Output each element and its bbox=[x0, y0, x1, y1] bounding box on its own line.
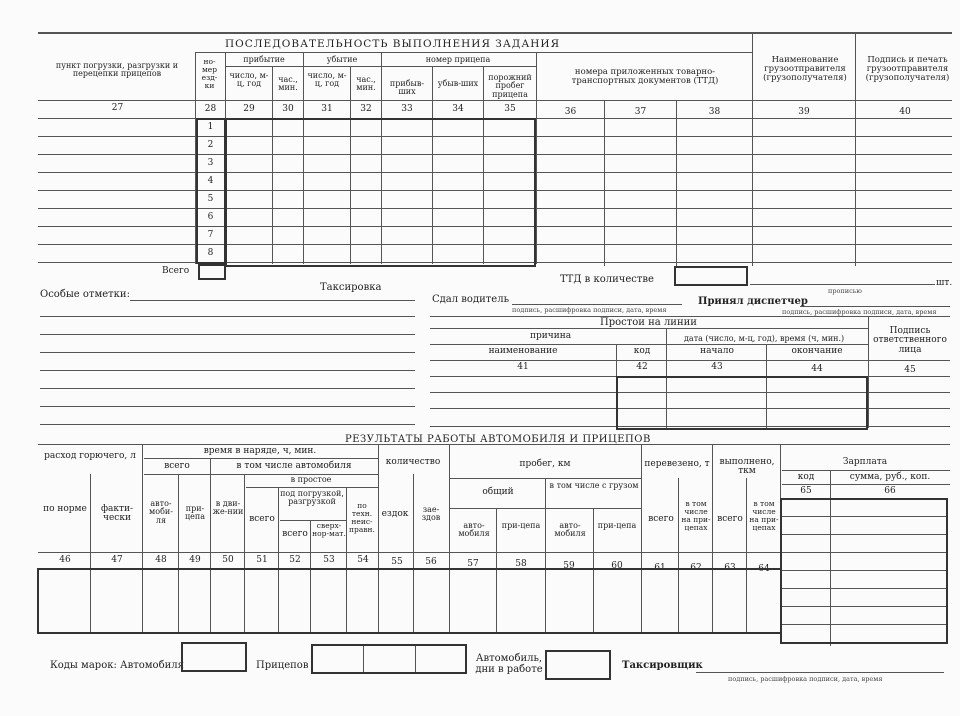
line bbox=[363, 646, 364, 672]
results-title: РЕЗУЛЬТАТЫ РАБОТЫ АВТОМОБИЛЯ И ПРИЦЕПОВ bbox=[345, 434, 651, 445]
col-number: 56 bbox=[425, 557, 437, 567]
line bbox=[450, 478, 642, 479]
col-number: 39 bbox=[798, 107, 810, 117]
carried-trailers-header: в том числе на при-цепах bbox=[681, 499, 711, 532]
col-number: 35 bbox=[504, 104, 516, 114]
common-auto-header: авто-мобиля bbox=[458, 521, 490, 539]
col-number: 54 bbox=[357, 555, 369, 565]
header-trailer-number: номер прицепа bbox=[425, 55, 491, 64]
line bbox=[782, 624, 946, 625]
line bbox=[604, 100, 605, 266]
cargo-trailer-header: при-цепа bbox=[597, 521, 637, 530]
col-number: 33 bbox=[401, 104, 413, 114]
ride-number-box bbox=[196, 118, 226, 264]
driver-label: Сдал водитель bbox=[432, 294, 510, 305]
moving-header: в дви-же-нии bbox=[212, 499, 244, 517]
propisyu-note: прописью bbox=[828, 287, 862, 295]
taxer-note: подпись, расшифровка подписи, дата, время bbox=[728, 675, 883, 683]
trailers-label: Прицепов bbox=[256, 660, 309, 671]
header-arrival-date: число, м-ц, год bbox=[229, 71, 269, 89]
col-number: 66 bbox=[884, 486, 896, 496]
col-number: 29 bbox=[243, 104, 255, 114]
time-trailer-header: при-цепа bbox=[185, 504, 205, 522]
col-number: 51 bbox=[256, 555, 268, 565]
line bbox=[430, 328, 868, 329]
salary-data-box[interactable] bbox=[780, 498, 948, 644]
done-header: выполнено, ткм bbox=[719, 457, 775, 477]
col-number: 30 bbox=[282, 104, 294, 114]
cargo-auto-header: авто-мобиля bbox=[554, 521, 586, 539]
taxer-label: Таксировщик bbox=[622, 660, 703, 671]
start-header: начало bbox=[700, 346, 734, 356]
col-number: 55 bbox=[391, 557, 403, 567]
idle-time-header: в простое bbox=[290, 475, 332, 484]
col-number: 59 bbox=[563, 561, 575, 571]
line bbox=[40, 406, 415, 407]
col-number: 60 bbox=[611, 561, 623, 571]
col-number: 44 bbox=[811, 364, 823, 374]
special-marks-label: Особые отметки: bbox=[40, 289, 130, 300]
col-number: 41 bbox=[517, 362, 529, 372]
line bbox=[144, 474, 378, 475]
col-number: 28 bbox=[204, 104, 217, 114]
sec1-title: ПОСЛЕДОВАТЕЛЬНОСТЬ ВЫПОЛНЕНИЯ ЗАДАНИЯ bbox=[225, 38, 561, 50]
line bbox=[782, 470, 950, 471]
responsible-header: Подпись ответственного лица bbox=[873, 326, 947, 355]
col-number: 61 bbox=[654, 563, 666, 573]
mileage-header: пробег, км bbox=[519, 459, 571, 469]
ttd-quantity-box[interactable] bbox=[674, 266, 748, 286]
rides-header: ездок bbox=[381, 509, 409, 519]
over-norm-header: сверх-нор-мат. bbox=[312, 521, 346, 538]
line bbox=[40, 424, 415, 425]
col-number: 65 bbox=[800, 486, 812, 496]
col-number: 37 bbox=[634, 107, 647, 117]
col-number: 42 bbox=[636, 362, 648, 372]
header-arrived: прибыв-ших bbox=[389, 79, 425, 97]
header-departure: убытие bbox=[326, 55, 358, 64]
ride-number: 2 bbox=[207, 140, 214, 150]
col-number: 34 bbox=[452, 104, 464, 114]
name-header: наименование bbox=[488, 346, 558, 356]
total-box[interactable] bbox=[198, 264, 226, 280]
sht-label: шт. bbox=[936, 278, 953, 288]
loading-total-header: всего bbox=[282, 529, 308, 539]
line bbox=[130, 300, 415, 301]
ride-number: 5 bbox=[207, 194, 214, 204]
time-car-header: авто-моби-ля bbox=[149, 499, 173, 525]
col-number: 38 bbox=[708, 107, 721, 117]
col-number: 64 bbox=[758, 564, 770, 574]
col-number: 48 bbox=[155, 555, 167, 565]
line bbox=[430, 360, 950, 361]
fuel-norm-header: по норме bbox=[43, 504, 87, 514]
results-data-box[interactable] bbox=[37, 568, 782, 634]
driver-note: подпись, расшифровка подписи, дата, время bbox=[512, 306, 667, 314]
ride-number: 6 bbox=[207, 212, 214, 222]
header-arrival: прибытие bbox=[243, 55, 285, 64]
fuel-header: расход горючего, л bbox=[44, 451, 136, 461]
col-number: 50 bbox=[222, 555, 234, 565]
col-number: 32 bbox=[360, 104, 372, 114]
col-number: 52 bbox=[289, 555, 301, 565]
ride-number: 7 bbox=[207, 230, 214, 240]
ride-number: 1 bbox=[207, 122, 214, 132]
col-number: 27 bbox=[111, 103, 124, 113]
line bbox=[38, 100, 952, 101]
line bbox=[750, 284, 935, 285]
header-point: пункт погрузки, разгрузки и перецепки прицепов bbox=[55, 61, 179, 79]
ttd-quantity-label: ТТД в количестве bbox=[560, 274, 654, 285]
col-number: 57 bbox=[467, 559, 479, 569]
line bbox=[752, 34, 753, 266]
header-departed: убыв-ших bbox=[437, 79, 479, 88]
idle-total-header: всего bbox=[249, 514, 275, 524]
header-arrival-time: час., мин. bbox=[278, 75, 298, 93]
idle-data-box[interactable] bbox=[616, 376, 868, 430]
salary-code-header: код bbox=[797, 472, 815, 482]
line bbox=[40, 388, 415, 389]
col-number: 53 bbox=[323, 555, 335, 565]
col-number: 46 bbox=[59, 555, 71, 565]
col-number: 63 bbox=[724, 563, 736, 573]
line bbox=[868, 316, 869, 428]
line bbox=[676, 100, 677, 266]
line bbox=[144, 458, 378, 459]
carried-total-header: всего bbox=[648, 514, 674, 524]
header-shipper: Наименование грузоотправителя (грузополучателя) bbox=[763, 55, 847, 83]
line bbox=[782, 534, 946, 535]
top-border bbox=[38, 32, 952, 34]
end-header: окончание bbox=[791, 346, 843, 356]
datetime-header: дата (число, м-ц, год), время (ч, мин.) bbox=[684, 334, 845, 343]
fuel-fact-header: факти-чески bbox=[100, 504, 134, 524]
common-trailer-header: при-цепа bbox=[501, 521, 541, 530]
header-ride-number: но-мер езд-ки bbox=[201, 57, 218, 90]
incl-car-header: в том числе автомобиля bbox=[236, 461, 352, 471]
line bbox=[40, 370, 415, 371]
col-number: 40 bbox=[899, 107, 911, 117]
title-line bbox=[195, 52, 752, 53]
driver-sign-line[interactable] bbox=[512, 304, 682, 305]
col-number: 45 bbox=[904, 365, 916, 375]
dispatcher-note: подпись, расшифровка подписи, дата, время bbox=[782, 308, 937, 316]
header-empty-mileage: порожний пробег прицепа bbox=[488, 73, 532, 99]
col-number: 49 bbox=[189, 555, 201, 565]
ride-number: 8 bbox=[207, 248, 214, 258]
col-number: 31 bbox=[321, 104, 333, 114]
tech-header: по техн. неис-правн. bbox=[349, 501, 375, 534]
line bbox=[782, 570, 946, 571]
time-header: время в наряде, ч, мин. bbox=[203, 446, 317, 456]
trip-data-box[interactable] bbox=[225, 118, 536, 267]
reason-header: причина bbox=[530, 331, 572, 341]
days-label: Автомобиль, дни в работе bbox=[475, 653, 543, 675]
line bbox=[430, 344, 868, 345]
trailer-codes-box[interactable] bbox=[311, 644, 467, 674]
line bbox=[246, 487, 378, 488]
dispatcher-label: Принял диспетчер bbox=[698, 296, 808, 307]
line bbox=[782, 516, 946, 517]
car-code-box[interactable] bbox=[181, 642, 247, 672]
done-trailers-header: в том числе на при-цепах bbox=[749, 499, 779, 532]
col-number: 58 bbox=[515, 559, 527, 569]
header-departure-time: час., мин. bbox=[356, 75, 376, 93]
ride-number: 4 bbox=[207, 176, 214, 186]
days-box[interactable] bbox=[545, 650, 611, 680]
line bbox=[782, 588, 946, 589]
taxing-label: Таксировка bbox=[320, 282, 382, 293]
code-header: код bbox=[633, 346, 651, 356]
line bbox=[782, 552, 946, 553]
line bbox=[38, 552, 780, 553]
header-signature: Подпись и печать грузоотправителя (грузополучателя) bbox=[865, 55, 950, 83]
dispatcher-sign-line[interactable] bbox=[800, 306, 950, 307]
header-departure-date: число, м-ц, год bbox=[307, 71, 347, 89]
line bbox=[782, 484, 950, 485]
idle-title: Простои на линии bbox=[600, 317, 697, 328]
visits-header: зае-здов bbox=[421, 505, 441, 523]
header-ttd: номера приложенных товарно-транспортных документов (ТТД) bbox=[571, 67, 719, 86]
line bbox=[40, 352, 415, 353]
with-cargo-header: в том числе с грузом bbox=[549, 481, 639, 490]
line bbox=[40, 316, 415, 317]
line bbox=[450, 508, 642, 509]
line bbox=[415, 646, 416, 672]
line bbox=[536, 52, 537, 264]
codes-label: Коды марок: Автомобиля bbox=[50, 660, 184, 671]
carried-header: перевезено, т bbox=[644, 459, 710, 469]
line bbox=[855, 34, 856, 266]
taxer-sign-line[interactable] bbox=[696, 672, 944, 673]
count-header: количество bbox=[385, 457, 441, 467]
common-mileage-header: общий bbox=[482, 487, 514, 497]
salary-header: Зарплата bbox=[842, 457, 888, 467]
total-label: Всего bbox=[162, 266, 190, 276]
done-total-header: всего bbox=[717, 514, 743, 524]
col-number: 47 bbox=[111, 555, 123, 565]
line bbox=[40, 334, 415, 335]
col-number: 36 bbox=[564, 107, 577, 117]
salary-sum-header: сумма, руб., коп. bbox=[849, 472, 931, 482]
time-total-header: всего bbox=[164, 461, 190, 471]
ride-number: 3 bbox=[207, 158, 214, 168]
line bbox=[782, 606, 946, 607]
col-number: 62 bbox=[690, 563, 702, 573]
col-number: 43 bbox=[711, 362, 723, 372]
loading-header: под погрузкой, разгрузкой bbox=[280, 489, 344, 507]
